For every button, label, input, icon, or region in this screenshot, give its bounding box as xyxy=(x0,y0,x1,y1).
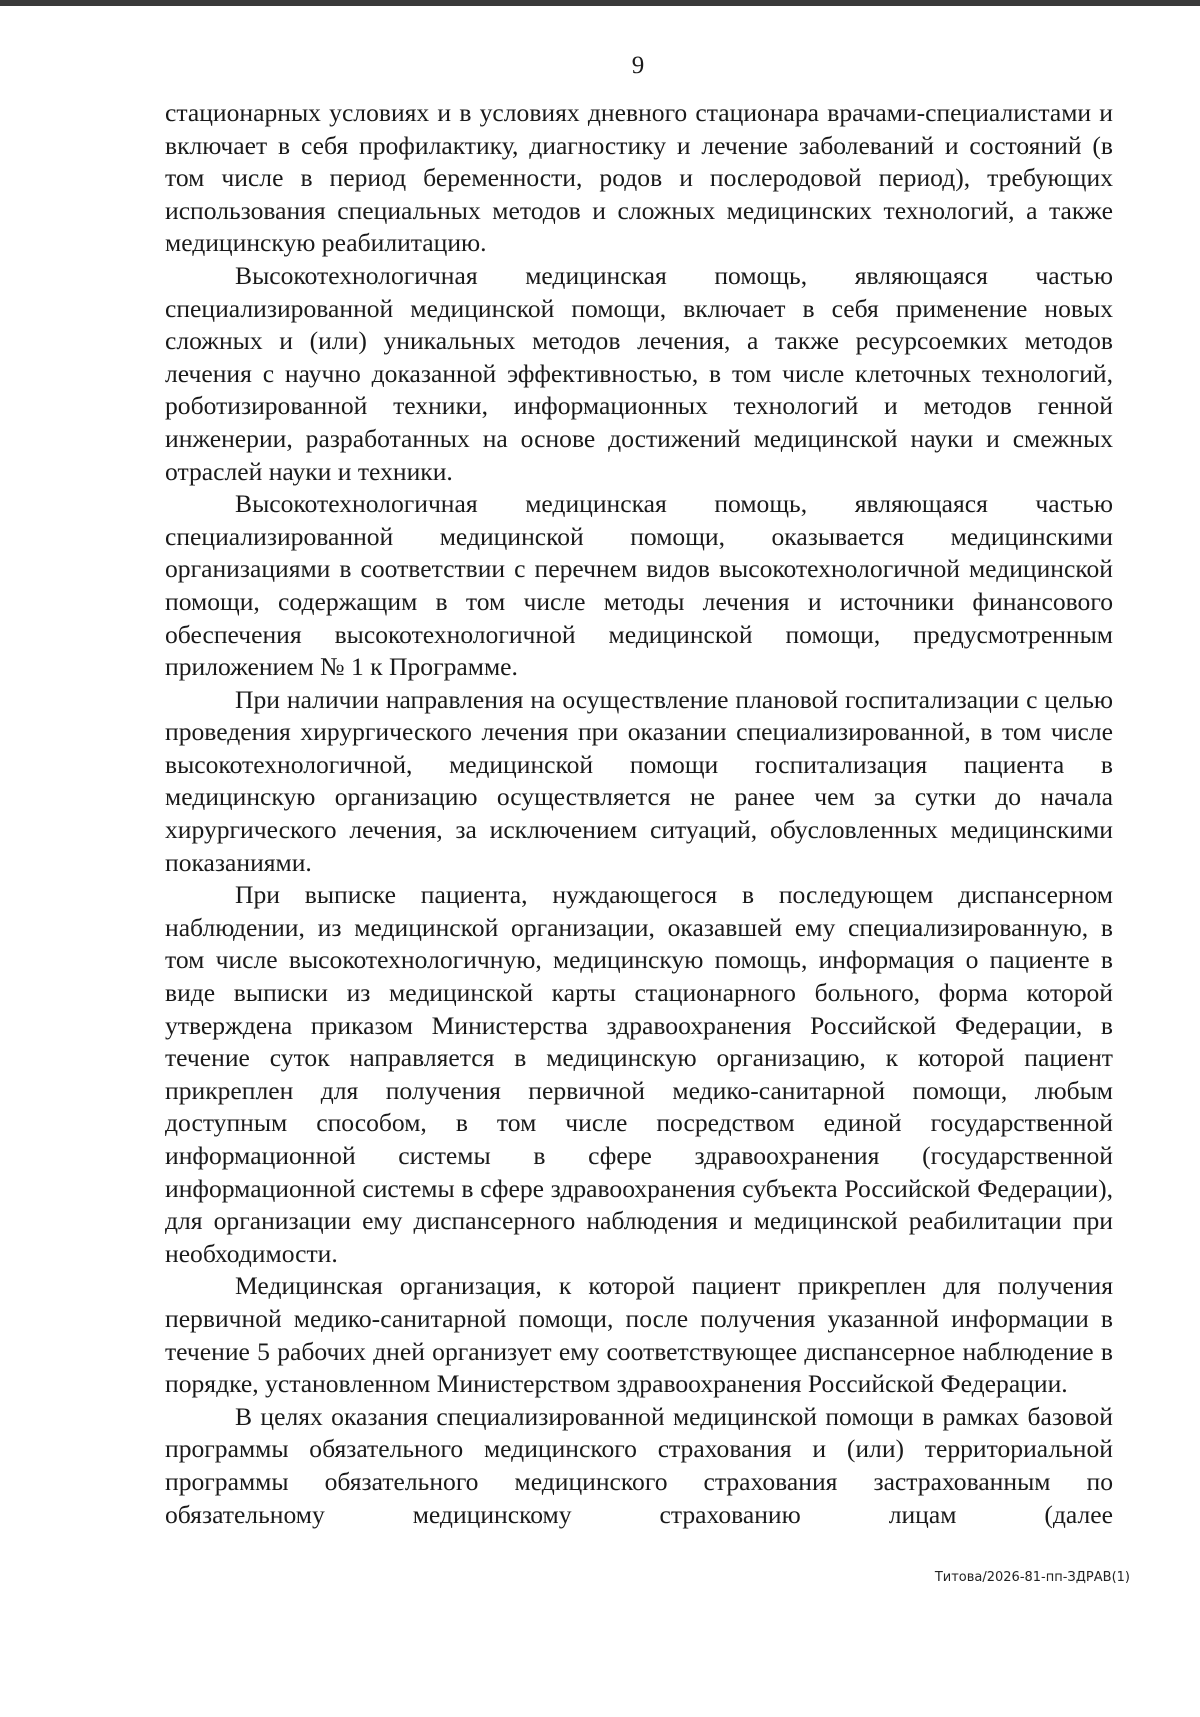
scan-top-edge xyxy=(0,0,1200,6)
paragraph-dispensary-observation: Медицинская организация, к которой пациент прикреплен для получения первичной медико-санитарной помощи, после получения указанной информации в течение 5 рабочих дней организует ему соответствующее диспансерное наблюдение в порядке, установленном Министерством здравоохранения Российской Федерации. xyxy=(165,1271,1113,1399)
paragraph-hightech-provision: Высокотехнологичная медицинская помощь, являющаяся частью специализированной медицинской помощи, оказывается медицинскими организациями в соответствии с перечнем видов высокотехнологичной медицинской помощи, содержащим в том числе методы лечения и источники финансового обеспечения высокотехнологичной медицинской помощи, предусмотренным приложением № 1 к Программе. xyxy=(165,489,1113,682)
document-reference: Титова/2026-81-пп-ЗДРАВ(1) xyxy=(934,1570,1130,1585)
paragraph-oms-specialized-care: В целях оказания специализированной медицинской помощи в рамках базовой программы обязательного медицинского страхования и (или) территориальной программы обязательного медицинского страхования застрахованным по обязательному медицинскому страхованию лицам (далее xyxy=(165,1401,1113,1529)
paragraph-planned-hospitalization: При наличии направления на осуществление плановой госпитализации с целью проведения хирургического лечения при оказании специализированной, в том числе высокотехнологичной, медицинской помощи госпитализация пациента в медицинскую организацию осуществляется не ранее чем за сутки до начала хирургического лечения, за исключением ситуаций, обусловленных медицинскими показаниями. xyxy=(165,684,1113,877)
paragraph-continuation: стационарных условиях и в условиях дневного стационара врачами-специалистами и включает в себя профилактику, диагностику и лечение заболеваний и состояний (в том числе в период беременности, родов и послеродовой период), требующих использования специальных методов и сложных медицинских технологий, а также медицинскую реабилитацию. xyxy=(165,98,1113,258)
paragraph-hightech-definition: Высокотехнологичная медицинская помощь, являющаяся частью специализированной медицинской помощи, включает в себя применение новых сложных и (или) уникальных методов лечения, а также ресурсоемких методов лечения с научно доказанной эффективностью, в том числе клеточных технологий, роботизированной техники, информационных технологий и методов генной инженерии, разработанных на основе достижений медицинской науки и смежных отраслей науки и техники. xyxy=(165,260,1113,486)
paragraph-discharge-info: При выписке пациента, нуждающегося в последующем диспансерном наблюдении, из медицинской организации, оказавшей ему специализированную, в том числе высокотехнологичную, медицинскую помощь, информация о пациенте в виде выписки из медицинской карты стационарного больного, форма которой утверждена приказом Министерства здравоохранения Российской Федерации, в течение суток направляется в медицинскую организацию, к которой пациент прикреплен для получения первичной медико-санитарной помощи, любым доступным способом, в том числе посредством единой государственной информационной системы в сфере здравоохранения (государственной информационной системы в сфере здравоохранения субъекта Российской Федерации), для организации ему диспансерного наблюдения и медицинской реабилитации при необходимости. xyxy=(165,880,1113,1268)
page-number: 9 xyxy=(631,52,645,79)
document-body xyxy=(165,97,1113,1531)
